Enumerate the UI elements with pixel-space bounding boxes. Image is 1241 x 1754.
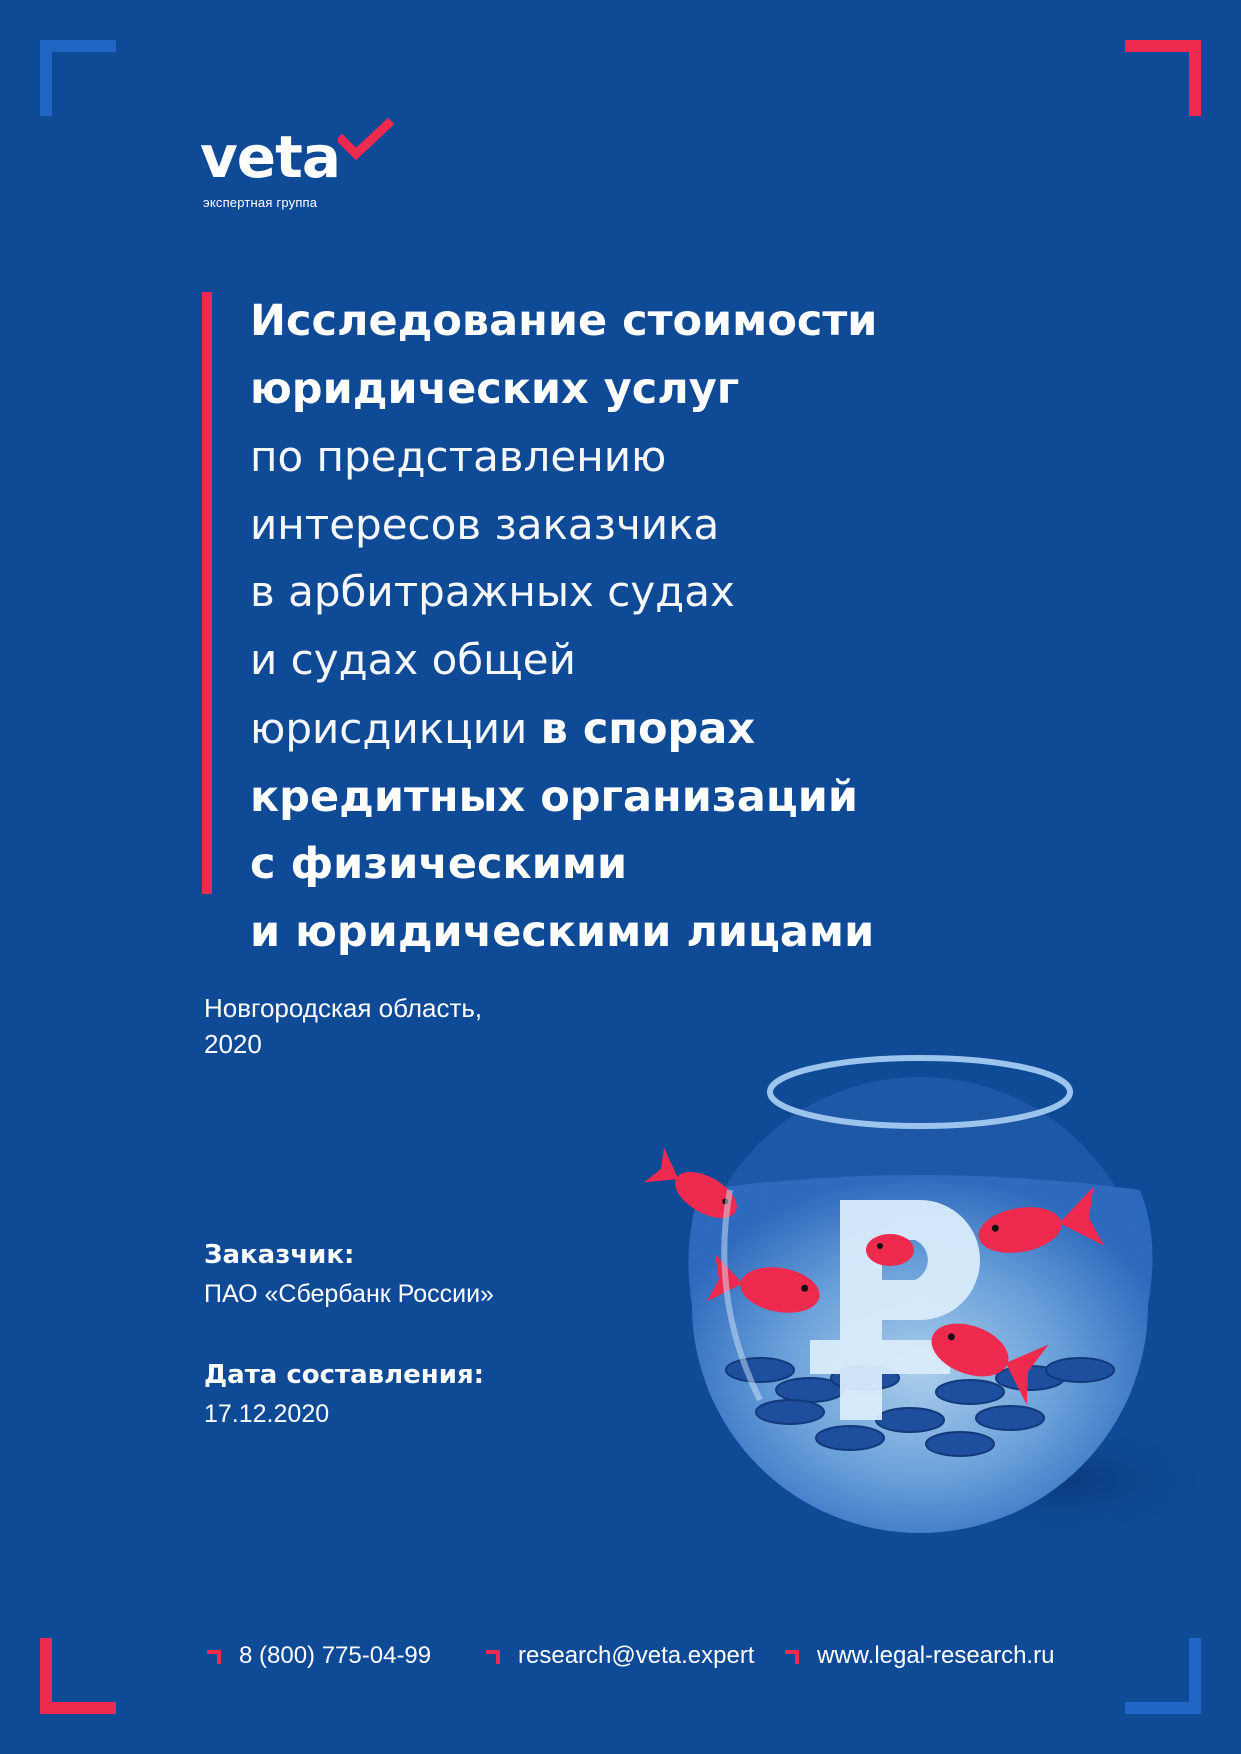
contact-website[interactable] — [785, 1642, 1054, 1670]
title-line: юридических услуг — [250, 363, 740, 414]
customer-value: ПАО «Сбербанк России» — [204, 1280, 494, 1308]
corner-bracket-bottom-right — [1125, 1638, 1201, 1714]
report-year: 2020 — [204, 1029, 262, 1059]
logo-wordmark: veta — [200, 123, 341, 191]
corner-bracket-top-left — [40, 40, 116, 116]
website-text[interactable]: www.legal-research.ru — [817, 1642, 1055, 1669]
title-fragment-bold: в спорах — [540, 704, 756, 754]
title-line: и юридическими лицами — [250, 906, 875, 957]
title-line: с физическими — [250, 839, 628, 889]
corner-bracket-top-right — [1125, 40, 1201, 116]
email-text[interactable]: research@veta.expert — [518, 1642, 755, 1669]
region-name: Новгородская область, — [204, 993, 483, 1023]
phone-text[interactable]: 8 (800) 775-04-99 — [239, 1642, 432, 1669]
title-line: в арбитражных судах — [250, 567, 735, 616]
contact-phone[interactable] — [207, 1642, 431, 1670]
contact-email[interactable] — [486, 1642, 754, 1670]
title-line: Исследование стоимости — [250, 296, 878, 346]
fish-icon — [866, 1234, 914, 1266]
date-label: Дата составления: — [204, 1360, 485, 1390]
logo-subtitle: экспертная группа — [203, 195, 318, 210]
bullet-mark-icon — [486, 1650, 500, 1664]
title-line: по представлению — [250, 432, 667, 481]
document-title — [250, 288, 1010, 966]
corner-bracket-bottom-left — [40, 1638, 116, 1714]
title-line: интересов заказчика — [250, 499, 720, 549]
veta-logo — [200, 123, 400, 218]
checkmark-icon — [338, 118, 394, 162]
region-year — [204, 990, 482, 1062]
fishbowl-ruble-illustration — [640, 1040, 1210, 1560]
title-accent-bar — [202, 292, 212, 894]
title-line-mixed — [250, 693, 1010, 764]
title-fragment-light: юрисдикции — [250, 704, 541, 753]
title-line: и судах общей — [250, 634, 576, 684]
customer-label: Заказчик: — [204, 1240, 355, 1270]
bullet-mark-icon — [207, 1650, 221, 1664]
date-value: 17.12.2020 — [204, 1400, 330, 1428]
bullet-mark-icon — [785, 1650, 799, 1664]
title-line: кредитных организаций — [250, 771, 858, 822]
